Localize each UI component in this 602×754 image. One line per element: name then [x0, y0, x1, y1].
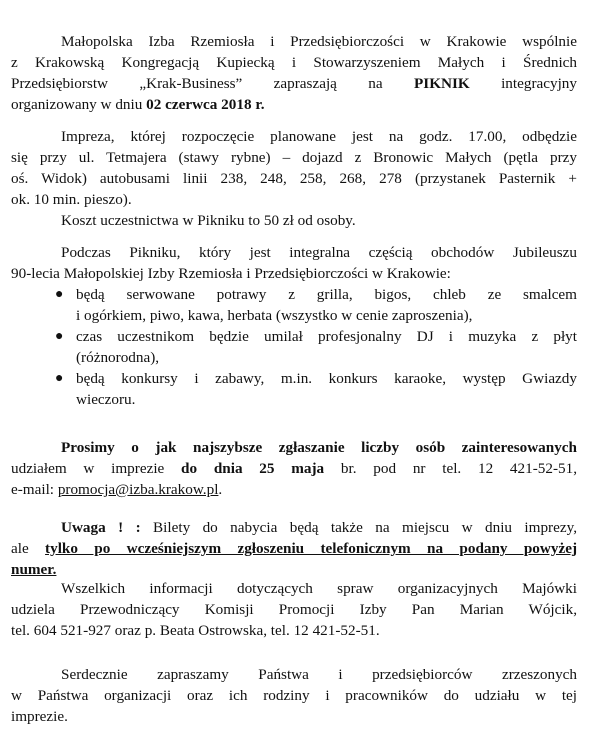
closing-line-2: w Państwa organizacji oraz ich rodziny i pracowników do udziału w tej — [11, 687, 577, 704]
program-bullet-list — [50, 284, 577, 410]
registration-text: udziałem w imprezie — [11, 460, 182, 477]
registration-line-3 — [11, 479, 577, 500]
contact-line-1: Wszelkich informacji dotyczących spraw organizacyjnych Majówki — [61, 580, 577, 597]
contact-line-2: udziela Przewodniczący Komisji Promocji Izby Pan Marian Wójcik, — [11, 601, 577, 618]
registration-line-1: Prosimy o jak najszybsze zgłaszanie liczby osób zainteresowanych — [61, 439, 577, 456]
registration-deadline: do dnia 25 maja — [181, 460, 325, 477]
program-line-2: 90-lecia Małopolskiej Izby Rzemiosła i Przedsiębiorczości w Krakowie: — [11, 265, 451, 282]
bullet-icon: ● — [55, 287, 64, 302]
program-bullet-item — [50, 284, 577, 326]
program-bullet-item — [50, 368, 577, 410]
email-label: e-mail: — [11, 481, 58, 498]
bullet-line: czas uczestnikom będzie umilał profesjonalny DJ i muzyka z płyt — [76, 328, 577, 345]
notice-line-1 — [11, 517, 577, 538]
bullet-icon: ● — [55, 371, 64, 386]
bullet-line: będą konkursy i zabawy, m.in. konkurs karaoke, występ Gwiazdy — [76, 370, 577, 387]
event-line-3: oś. Widok) autobusami linii 238, 248, 258, 268, 278 (przystanek Pasternik + — [11, 170, 577, 187]
event-cost: Koszt uczestnictwa w Pikniku to 50 zł od osoby. — [61, 212, 356, 229]
notice-line-3: numer. — [11, 561, 57, 578]
program-bullet-item — [50, 326, 577, 368]
intro-line-3 — [11, 73, 577, 94]
email-end: . — [218, 481, 223, 498]
event-line-2: się przy ul. Tetmajera (stawy rybne) – dojazd z Bronowic Małych (pętla przy — [11, 149, 577, 166]
closing-paragraph — [11, 664, 577, 727]
event-details-paragraph — [11, 126, 577, 231]
event-line-1: Impreza, której rozpoczęcie planowane jest na godz. 17.00, odbędzie — [61, 128, 577, 145]
intro-line-1: Małopolska Izba Rzemiosła i Przedsiębiorczości w Krakowie wspólnie — [61, 33, 577, 50]
bullet-line: (różnorodna), — [76, 349, 160, 366]
email-link[interactable]: promocja@izba.krakow.pl — [57, 481, 219, 498]
notice-condition: tylko po wcześniejszym zgłoszeniu telefonicznym na podany powyżej — [45, 540, 578, 557]
intro-text: Przedsiębiorstw „Krak-Business” zapraszają na — [11, 75, 414, 92]
event-line-4: ok. 10 min. pieszo). — [11, 191, 132, 208]
bullet-line: będą serwowane potrawy z grilla, bigos, chleb ze smalcem — [76, 286, 577, 303]
notice-label: Uwaga ! : — [61, 519, 141, 536]
notice-line-2 — [11, 538, 577, 559]
event-date: 02 czerwca 2018 r. — [146, 96, 265, 113]
bullet-icon: ● — [55, 329, 64, 344]
registration-line-2 — [11, 458, 577, 479]
contact-line-3: tel. 604 521-927 oraz p. Beata Ostrowska, tel. 12 421-52-51. — [11, 622, 380, 639]
contact-paragraph — [11, 578, 577, 641]
closing-line-1: Serdecznie zapraszamy Państwa i przedsiębiorców zrzeszonych — [61, 666, 577, 683]
intro-paragraph — [11, 31, 577, 115]
notice-paragraph — [11, 517, 577, 580]
bullet-line: wieczoru. — [76, 391, 136, 408]
program-line-1: Podczas Pikniku, który jest integralna częścią obchodów Jubileuszu — [61, 244, 577, 261]
intro-date-prefix: organizowany w dniu — [11, 96, 147, 113]
event-name: PIKNIK — [414, 75, 470, 92]
intro-line-2: z Krakowską Kongregacją Kupiecką i Stowarzyszeniem Małych i Średnich — [11, 54, 577, 71]
bullet-line: i ogórkiem, piwo, kawa, herbata (wszystko w cenie zaproszenia), — [76, 307, 473, 324]
intro-text-end: integracyjny — [469, 75, 577, 92]
intro-line-4 — [11, 94, 577, 115]
registration-phone: br. pod nr tel. 12 421-52-51, — [324, 460, 577, 477]
program-paragraph — [11, 242, 577, 284]
closing-line-3: imprezie. — [11, 708, 68, 725]
notice-text: Bilety do nabycia będą także na miejscu w dniu imprezy, — [140, 519, 577, 536]
notice-prefix: ale — [11, 540, 46, 557]
registration-paragraph — [11, 437, 577, 500]
